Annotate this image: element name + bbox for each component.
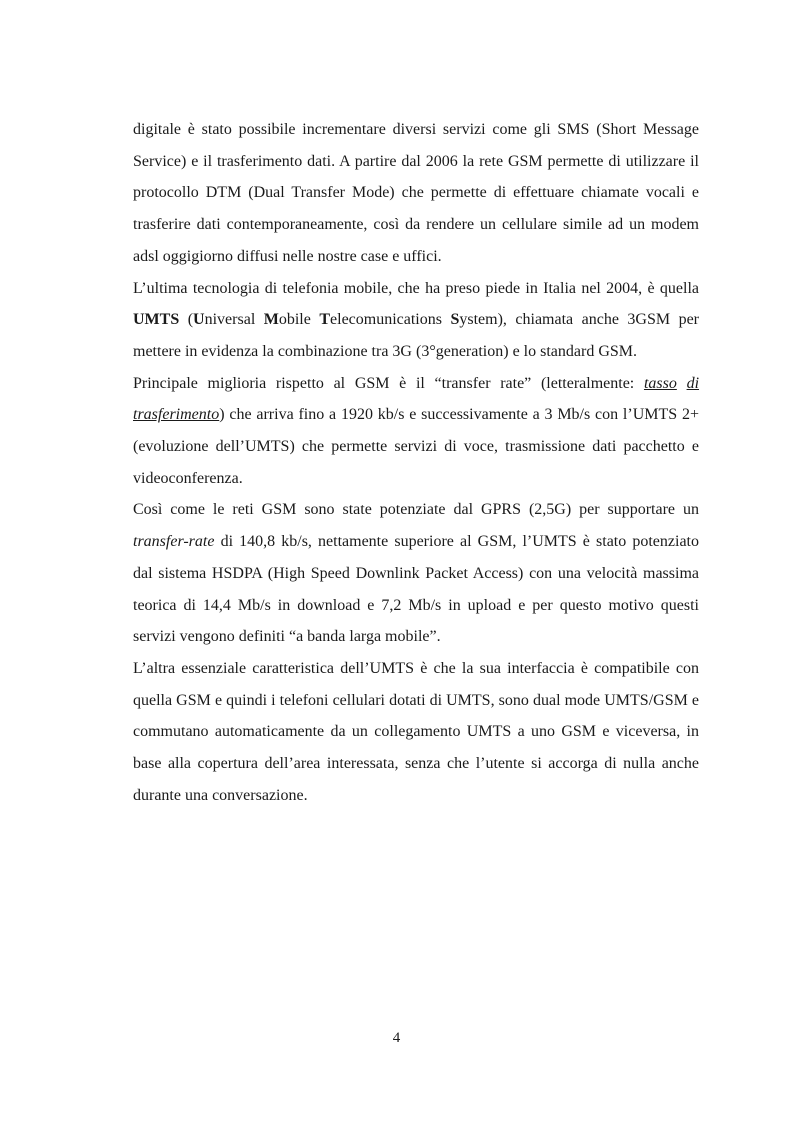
acronym-letter-t: T [319,311,331,329]
paragraph-umts-intro [133,273,699,368]
body-text [133,114,699,811]
acronym-word-telecom: elecomunications [330,311,451,329]
umts-term: UMTS [133,311,180,329]
paragraph-transfer-rate [133,368,699,495]
transfer-rate-rest: ) che arriva fino a 1920 kb/s e successivamente a 3 Mb/s con l’UMTS 2+ (evoluzione dell’UMTS) che permette servizi di voce, trasmissione dati pacchetto e videoconferenza. [133,406,699,487]
paragraph-dtm [133,114,699,273]
acronym-word-universal: niversal [204,311,264,329]
paragraph-dtm-text: digitale è stato possibile incrementare diversi servizi come gli SMS (Short Message Service) e il trasferimento dati. A partire dal 2006 la rete GSM permette di utilizzare il protocollo DTM (Dual Transfer Mode) che permette di effettuare chiamate vocali e trasferire dati contemporaneamente, così da rendere un cellulare simile ad un modem adsl oggigiorno diffusi nelle nostre case e uffici. [133,121,699,265]
term-di: di [686,374,700,392]
umts-paren-open: ( [179,311,194,329]
acronym-letter-m: M [263,311,279,329]
hsdpa-rest: di 140,8 kb/s, nettamente superiore al GSM, l’UMTS è stato potenziato dal sistema HSDPA (High Speed Downlink Packet Access) con una velocità massima teorica di 14,4 Mb/s in download e 7,2 Mb/s in upload e per questo motivo questi servizi vengono definiti “a banda larga mobile”. [133,533,699,646]
page-number: 4 [392,1030,401,1046]
umts-intro-rest: ystem), chiamata anche 3GSM per mettere in evidenza la combinazione tra 3G (3°generation) e lo standard GSM. [133,311,700,360]
term-trasferimento: trasferimento [133,406,220,424]
paragraph-dual-mode-text: L’altra essenziale caratteristica dell’UMTS è che la sua interfaccia è compatibile con quella GSM e quindi i telefoni cellulari dotati di UMTS, sono dual mode UMTS/GSM e commutano automaticamente da un collegamento UMTS a uno GSM e viceversa, in base alla copertura dell’area interessata, senza che l’utente si accorga di nulla anche durante una conversazione. [133,659,699,804]
hsdpa-text: Così come le reti GSM sono state potenziate dal GPRS (2,5G) per supportare un [133,501,699,519]
acronym-letter-s: S [450,311,460,329]
acronym-word-mobile: obile [278,311,320,329]
paragraph-hsdpa [133,494,699,653]
term-tasso: tasso [643,374,677,392]
term-transfer-rate: transfer-rate [133,533,215,551]
transfer-rate-text: Principale miglioria rispetto al GSM è il “transfer rate” (letteralmente: [133,374,644,392]
paragraph-dual-mode [133,653,699,812]
umts-intro-text: L’ultima tecnologia di telefonia mobile, che ha preso piede in Italia nel 2004, è quella [133,279,699,297]
acronym-letter-u: U [193,311,205,329]
